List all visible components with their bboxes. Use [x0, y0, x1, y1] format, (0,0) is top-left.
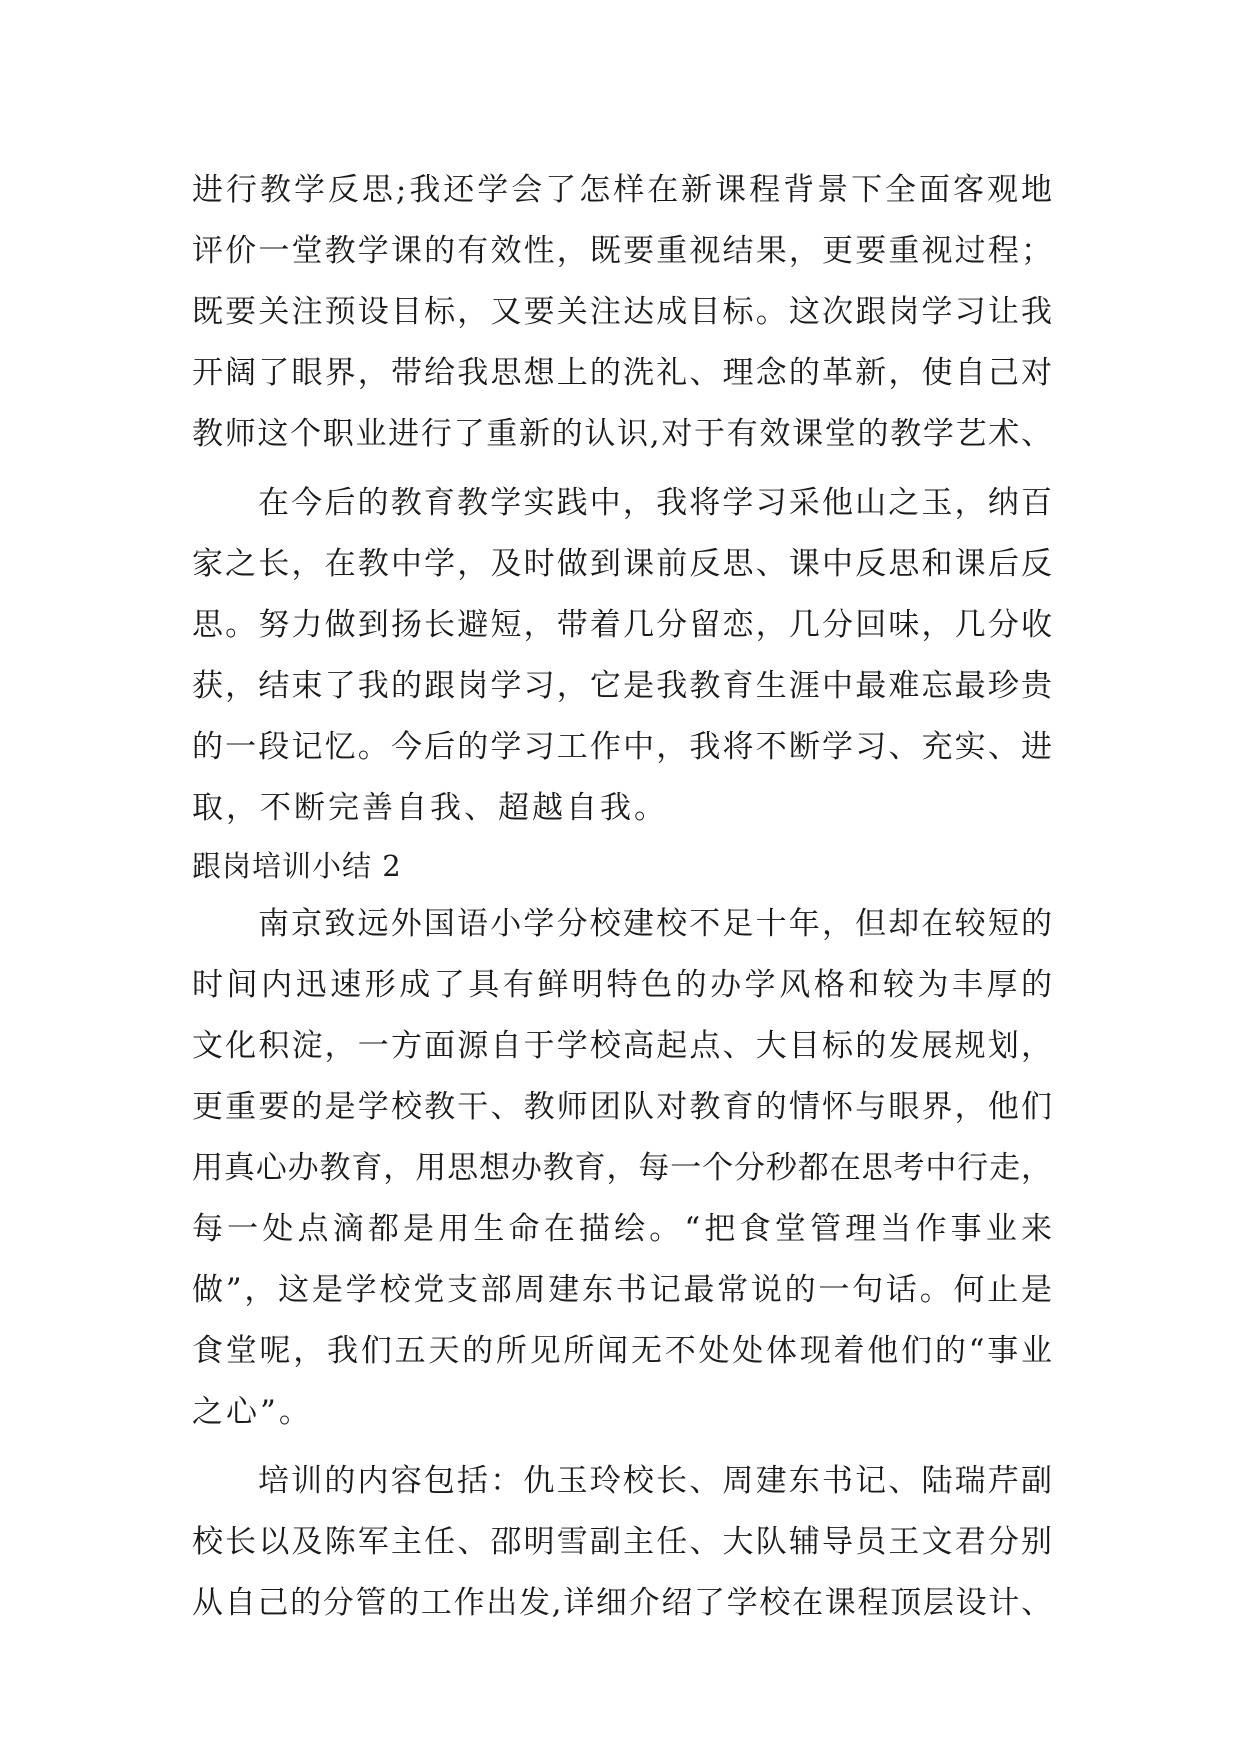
section-heading: 跟岗培训小结 2 [192, 849, 402, 883]
text-line: 的一段记忆。今后的学习工作中，我将不断学习、充实、进 [192, 729, 1052, 765]
text-line: 在今后的教育教学实践中，我将学习采他山之玉，纳百 [258, 485, 1052, 521]
text-line: 用真心办教育，用思想办教育，每一个分秒都在思考中行走， [192, 1150, 1052, 1186]
text-line: 思。努力做到扬长避短，带着几分留恋，几分回味，几分收 [192, 607, 1052, 643]
text-line: 之心”。 [192, 1394, 313, 1430]
text-line: 进行教学反思;我还学会了怎样在新课程背景下全面客观地 [192, 172, 1052, 208]
text-line: 做”，这是学校党支部周建东书记最常说的一句话。何止是 [192, 1272, 1052, 1308]
text-line: 开阔了眼界，带给我思想上的洗礼、理念的革新，使自己对 [192, 355, 1052, 391]
paragraph-4 [192, 1451, 1052, 1634]
text-line: 家之长，在教中学，及时做到课前反思、课中反思和课后反 [192, 546, 1052, 582]
paragraph-2 [192, 473, 1052, 839]
text-line: 食堂呢，我们五天的所见所闻无不处处体现着他们的“事业 [192, 1333, 1052, 1369]
text-line: 南京致远外国语小学分校建校不足十年，但却在较短的 [258, 906, 1052, 942]
text-line: 每一处点滴都是用生命在描绘。“把食堂管理当作事业来 [192, 1211, 1052, 1247]
text-line: 校长以及陈军主任、邵明雪副主任、大队辅导员王文君分别 [192, 1524, 1052, 1560]
text-line: 取，不断完善自我、超越自我。 [192, 790, 668, 826]
text-line: 从自己的分管的工作出发,详细介绍了学校在课程顶层设计、 [192, 1585, 1052, 1621]
text-line: 培训的内容包括：仇玉玲校长、周建东书记、陆瑞芹副 [258, 1463, 1052, 1499]
paragraph-3 [192, 894, 1052, 1443]
document-page [192, 160, 1052, 1634]
text-line: 时间内迅速形成了具有鲜明特色的办学风格和较为丰厚的 [192, 967, 1052, 1003]
text-line: 文化积淀，一方面源自于学校高起点、大目标的发展规划， [192, 1028, 1052, 1064]
text-line: 获，结束了我的跟岗学习，它是我教育生涯中最难忘最珍贵 [192, 668, 1052, 704]
text-line: 教师这个职业进行了重新的认识,对于有效课堂的教学艺术、 [192, 416, 1052, 452]
text-line: 评价一堂教学课的有效性，既要重视结果，更要重视过程； [192, 233, 1052, 269]
paragraph-1 [192, 160, 1052, 465]
text-line: 更重要的是学校教干、教师团队对教育的情怀与眼界，他们 [192, 1089, 1052, 1125]
text-line: 既要关注预设目标，又要关注达成目标。这次跟岗学习让我 [192, 294, 1052, 330]
